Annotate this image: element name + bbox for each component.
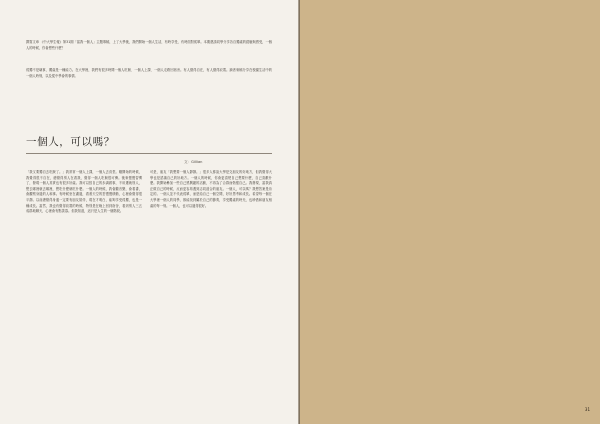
body-column-1: 「我又要獨自去吃飯了。」我常常一個人上課，一個人去食堂。剛開始的時候，我覺得很不自在，總覺得別人在看我，覺得一個人吃飯很可憐。後來慢慢習慣了，發現一個人其實也有很多好處。我可以按自己的步調做事，不用遷就別人，想去哪裡就去哪裡，想吃什麼就吃什麼。一個人的時候，我會聽音樂，會看書，會觀察身邊的人和事。有時候坐在湖邊，看著天空的雲慢慢移動，心裡會覺得很平靜。以前總覺得身邊一定要有朋友陪伴，現在才明白，能夠享受孤獨，也是一種成長。當然，我也有覺得寂寞的時候，特別是在晚上回到宿舍，看到別人三五成群地聊天，心裡會有點羨慕。但我知道，這只是人生的一個階段。 xyxy=(26,170,142,214)
article-headline: 一個人，可以嗎？ xyxy=(26,136,115,148)
article-byline: 文：Gillian xyxy=(184,160,203,164)
headline-rule xyxy=(26,153,272,154)
intro-paragraph-2: 孤獨不是壞事，獨處是一種能力。在大學裡，我們有很多時間一個人吃飯、一個人上課、一個人走路回宿舍。有人覺得自在，有人覺得寂寞。讀者來稿分享在校園生活中的一個人時刻，以及從中學會的事情。 xyxy=(26,68,272,78)
intro-paragraph: 撰寫文章 《中大學生報》第31期「當我一個人」主題專稿，上了大學後，我們開始一個人生活，有時享受，有時面對孤單。本期邀請同學分享各自獨處的經驗與感受，一個人的時候，你會想些什麼？ xyxy=(26,40,272,50)
body-column-2: 可是，朋友「我想要一個人靜靜。」很多人都說大學是交朋友的好地方，但我覺得大學也是認識自己的好地方。一個人的時候，你會更清楚自己想要什麼，自己喜歡什麼。我開始參加一些自己感興趣的活動，不再為了合群而勉強自己。我發現，當我真正做自己的時候，反而更容易遇到志同道合的朋友。一個人，可以嗎？我想答案是肯定的。一個人並不代表孤單，而是給自己一個空間，好好思考和成長。希望每一個在大學裡一個人的同學，都能找到屬於自己的節奏，享受獨處的時光，也珍惜和朋友相處的每一刻。一個人，也可以過得很好。 xyxy=(150,170,272,208)
right-page xyxy=(300,0,600,424)
page-number: 31 xyxy=(584,407,590,412)
